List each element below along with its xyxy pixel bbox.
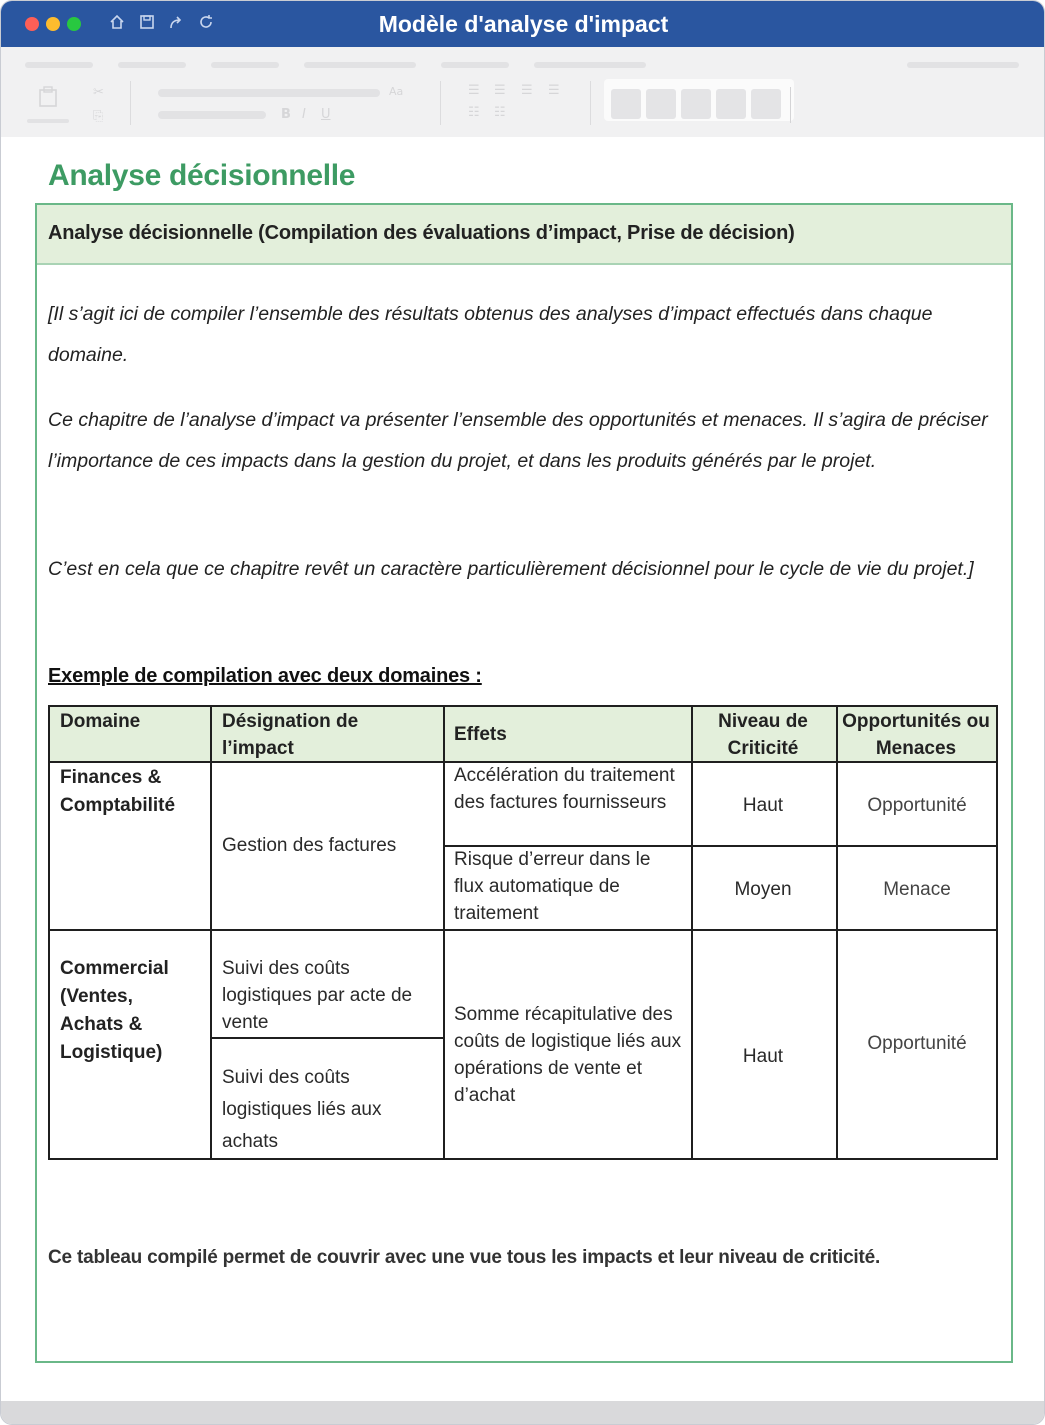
italic-button[interactable]: I [302,107,306,122]
title-bar [1,1,1045,47]
criticality-haut-2: Haut [742,1046,784,1067]
paragraph-decision: C’est en cela que ce chapitre revêt un caractère particulièrement décisionnel pour le cycle de vie du projet.] [48,558,974,580]
conclusion-text: Ce tableau compilé permet de couvrir avec une vue tous les impacts et leur niveau de criticité. [48,1247,881,1268]
designation-suivi-vente: Suivi des coûts logistiques par acte de vente [222,958,413,1033]
domain-commercial: Commercial (Ventes, Achats & Logistique) [60,958,169,1063]
style-swatch[interactable] [681,89,711,119]
ribbon-divider [590,81,591,125]
table-border [836,705,838,1160]
domain-finances: Finances & Comptabilité [60,767,176,816]
header-niveau: Niveau de Criticité [718,711,808,759]
paste-icon[interactable] [36,85,60,115]
box-header [37,205,1011,265]
designation-factures: Gestion des factures [222,835,397,856]
window-title: Modèle d'analyse d'impact [378,11,669,37]
font-size-hint[interactable]: Aa [389,85,404,98]
bold-button[interactable]: B [281,107,291,122]
table-border [210,1037,443,1039]
table-border [443,845,998,847]
justify-icon[interactable]: ☰ [548,83,560,98]
table-border [48,705,50,1160]
table-border [48,1158,998,1160]
align-center-icon[interactable]: ☰ [494,83,506,98]
align-left-icon[interactable]: ☰ [468,83,480,98]
paste-label-placeholder [27,119,69,123]
copy-icon[interactable]: ⎘ [93,109,104,124]
ribbon-divider [790,87,791,123]
paragraph-chapter: Ce chapitre de l’analyse d’impact va présenter l’ensemble des opportunités et menaces. Il s’agira de préciser l’importance de ces impacts dans la gestion du projet, et dans les produits générés par le projet. [48,409,988,472]
criticality-moyen: Moyen [734,879,792,900]
box-title: Analyse décisionnelle (Compilation des évaluations d’impact, Prise de décision) [48,222,795,244]
table-border [691,705,693,1160]
ribbon-divider [130,81,131,125]
ribbon-tab-placeholder[interactable] [25,62,93,68]
style-swatch[interactable] [751,89,781,119]
ribbon-tab-placeholder[interactable] [211,62,279,68]
effect-risque: Risque d’erreur dans le flux automatique de traitement [454,849,651,924]
criticality-haut: Haut [742,795,784,816]
ribbon-tab-placeholder[interactable] [304,62,416,68]
effect-acceleration: Accélération du traitement des factures fournisseurs [454,765,675,813]
ribbon-toolbar [1,47,1045,137]
table-border [210,705,212,1160]
effect-somme: Somme récapitulative des coûts de logistique liés aux opérations de vente et d’achat [454,1004,682,1106]
ribbon-tab-placeholder[interactable] [441,62,509,68]
horizontal-scrollbar[interactable] [1,1401,1045,1425]
header-effets: Effets [454,724,507,745]
table-border [443,705,445,1160]
type-opportunite: Opportunité [867,795,967,816]
numbering-icon[interactable]: ☷ [494,105,506,120]
style-swatch[interactable] [611,89,641,119]
style-swatch[interactable] [646,89,676,119]
header-opportunites: Opportunités ou Menaces [842,711,990,759]
type-menace: Menace [883,879,951,900]
section-heading: Analyse décisionnelle [48,159,356,192]
ribbon-tab-placeholder[interactable] [534,62,646,68]
bullets-icon[interactable]: ☷ [468,105,480,120]
example-title: Exemple de compilation avec deux domaines : [48,665,482,687]
designation-suivi-achats: Suivi des coûts logistiques liés aux achats [222,1067,382,1152]
table-border [48,761,998,763]
ribbon-tab-placeholder[interactable] [907,62,1019,68]
ribbon-divider [440,81,441,125]
header-domaine: Domaine [60,711,141,732]
impact-compilation-table [48,705,998,1160]
underline-button[interactable]: U [321,107,331,122]
table-border [48,705,998,707]
font-size-dropdown[interactable] [158,111,266,119]
style-swatch[interactable] [716,89,746,119]
font-name-dropdown[interactable] [158,89,380,97]
paragraph-intro: [Il s’agit ici de compiler l’ensemble des résultats obtenus des analyses d’impact effectués dans chaque domaine. [48,303,933,366]
table-border [996,705,998,1160]
type-opportunite-2: Opportunité [867,1033,967,1054]
cut-icon[interactable]: ✂ [93,85,104,100]
table-border [48,929,998,931]
ribbon-tab-placeholder[interactable] [118,62,186,68]
header-designation: Désignation de l’impact [222,711,359,759]
align-right-icon[interactable]: ☰ [521,83,533,98]
